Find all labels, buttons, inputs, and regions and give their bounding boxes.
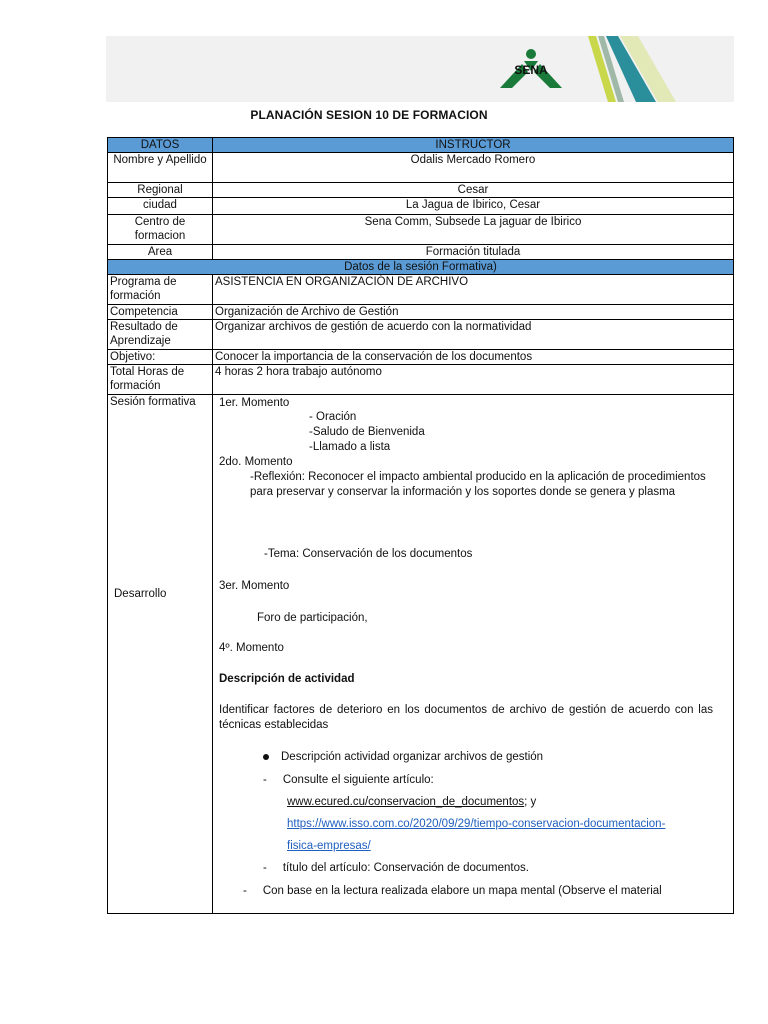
table-row — [108, 153, 734, 183]
isso-link-line-1 — [287, 817, 665, 831]
header-instructor: INSTRUCTOR — [213, 138, 734, 153]
table-row — [108, 245, 734, 260]
moment-4: 4º. Momento — [219, 642, 284, 654]
isso-link-line-2 — [287, 839, 371, 853]
topic-text: -Tema: Conservación de los documentos — [264, 548, 473, 560]
moment-1: 1er. Momento — [219, 397, 290, 409]
row-value: 4 horas 2 hora trabajo autónomo — [213, 365, 734, 395]
row-value: Organización de Archivo de Gestión — [213, 305, 734, 320]
dash-text: Consulte el siguiente artículo: — [282, 774, 434, 786]
row-label: Objetivo: — [108, 350, 213, 365]
table-row — [108, 350, 734, 365]
activity-description-title: Descripción de actividad — [219, 673, 355, 685]
section-title: Datos de la sesión Formativa) — [108, 260, 734, 275]
table-row — [108, 198, 734, 215]
session-formative-label: Sesión formativa — [110, 396, 196, 408]
table-row — [108, 183, 734, 198]
ecured-link[interactable]: www.ecured.cu/conservacion_de_documentos — [287, 796, 525, 808]
row-label: Regional — [108, 183, 213, 198]
reflection-text: -Reflexión: Reconocer el impacto ambiental producido en la aplicación de procedimientos para preservar y conservar la información y los soportes donde se genera y plasma — [250, 471, 706, 498]
row-value: Formación titulada — [213, 245, 734, 260]
row-value: ASISTENCIA EN ORGANIZACIÓN DE ARCHIVO — [213, 275, 734, 305]
row-label: Nombre y Apellido — [108, 153, 213, 183]
isso-link[interactable]: https://www.isso.com.co/2020/09/29/tiempo-conservacion-documentacion- — [287, 818, 666, 830]
table-header-row — [108, 138, 734, 153]
bullet-item — [263, 750, 543, 764]
moment-3: 3er. Momento — [219, 580, 290, 592]
isso-link-continued[interactable]: fisica-empresas/ — [287, 840, 371, 852]
sena-logo — [494, 44, 568, 96]
row-label: Programa de formación — [108, 275, 213, 305]
moment-1-item: - Oración — [309, 411, 357, 423]
row-label: Centro de formacion — [108, 215, 213, 245]
table-row — [108, 320, 734, 350]
row-label: Total Horas de formación — [108, 365, 213, 395]
session-plan-table — [107, 137, 734, 914]
table-row — [108, 305, 734, 320]
dash-item: - Consulte el siguiente artículo: — [263, 774, 434, 786]
row-value: Cesar — [213, 183, 734, 198]
link-line — [287, 795, 536, 809]
development-label: Desarrollo — [114, 588, 167, 600]
moment-1-item: -Llamado a lista — [309, 441, 391, 453]
moment-1-item: -Saludo de Bienvenida — [309, 426, 425, 438]
dash-item: - Con base en la lectura realizada elabore un mapa mental (Observe el material — [243, 885, 662, 897]
logo-text: SENA — [514, 63, 548, 77]
development-row — [108, 395, 734, 914]
row-value: Organizar archivos de gestión de acuerdo con la normatividad — [213, 320, 734, 350]
development-content — [213, 395, 734, 914]
link-suffix: ; y — [524, 796, 537, 808]
table-row — [108, 275, 734, 305]
document-title: PLANACIÓN SESION 10 DE FORMACION — [250, 108, 488, 122]
row-label: Area — [108, 245, 213, 260]
header-datos: DATOS — [108, 138, 213, 153]
forum-text: Foro de participación, — [257, 612, 368, 624]
dash-item: - título del artículo: Conservación de documentos. — [263, 862, 529, 874]
row-value: Odalis Mercado Romero — [213, 153, 734, 183]
row-label: Competencia — [108, 305, 213, 320]
bullet-text: Descripción actividad organizar archivos de gestión — [281, 751, 544, 763]
row-label: Resultado de Aprendizaje — [108, 320, 213, 350]
row-value: Conocer la importancia de la conservación de los documentos — [213, 350, 734, 365]
table-row — [108, 365, 734, 395]
decorative-stripes — [580, 36, 690, 102]
bullet-icon — [263, 754, 269, 760]
dash-text: título del artículo: Conservación de documentos. — [282, 862, 529, 874]
row-value: La Jagua de Ibirico, Cesar — [213, 198, 734, 215]
table-row — [108, 215, 734, 245]
row-value: Sena Comm, Subsede La jaguar de Ibirico — [213, 215, 734, 245]
row-label: ciudad — [108, 198, 213, 215]
dash-text: Con base en la lectura realizada elabore un mapa mental (Observe el material — [262, 885, 662, 897]
section-header-row — [108, 260, 734, 275]
moment-2: 2do. Momento — [219, 456, 293, 468]
activity-description-text: Identificar factores de deterioro en los documentos de archivo de gestión de acuerdo con las técnicas establecidas — [219, 704, 713, 731]
development-label-cell — [108, 395, 213, 914]
